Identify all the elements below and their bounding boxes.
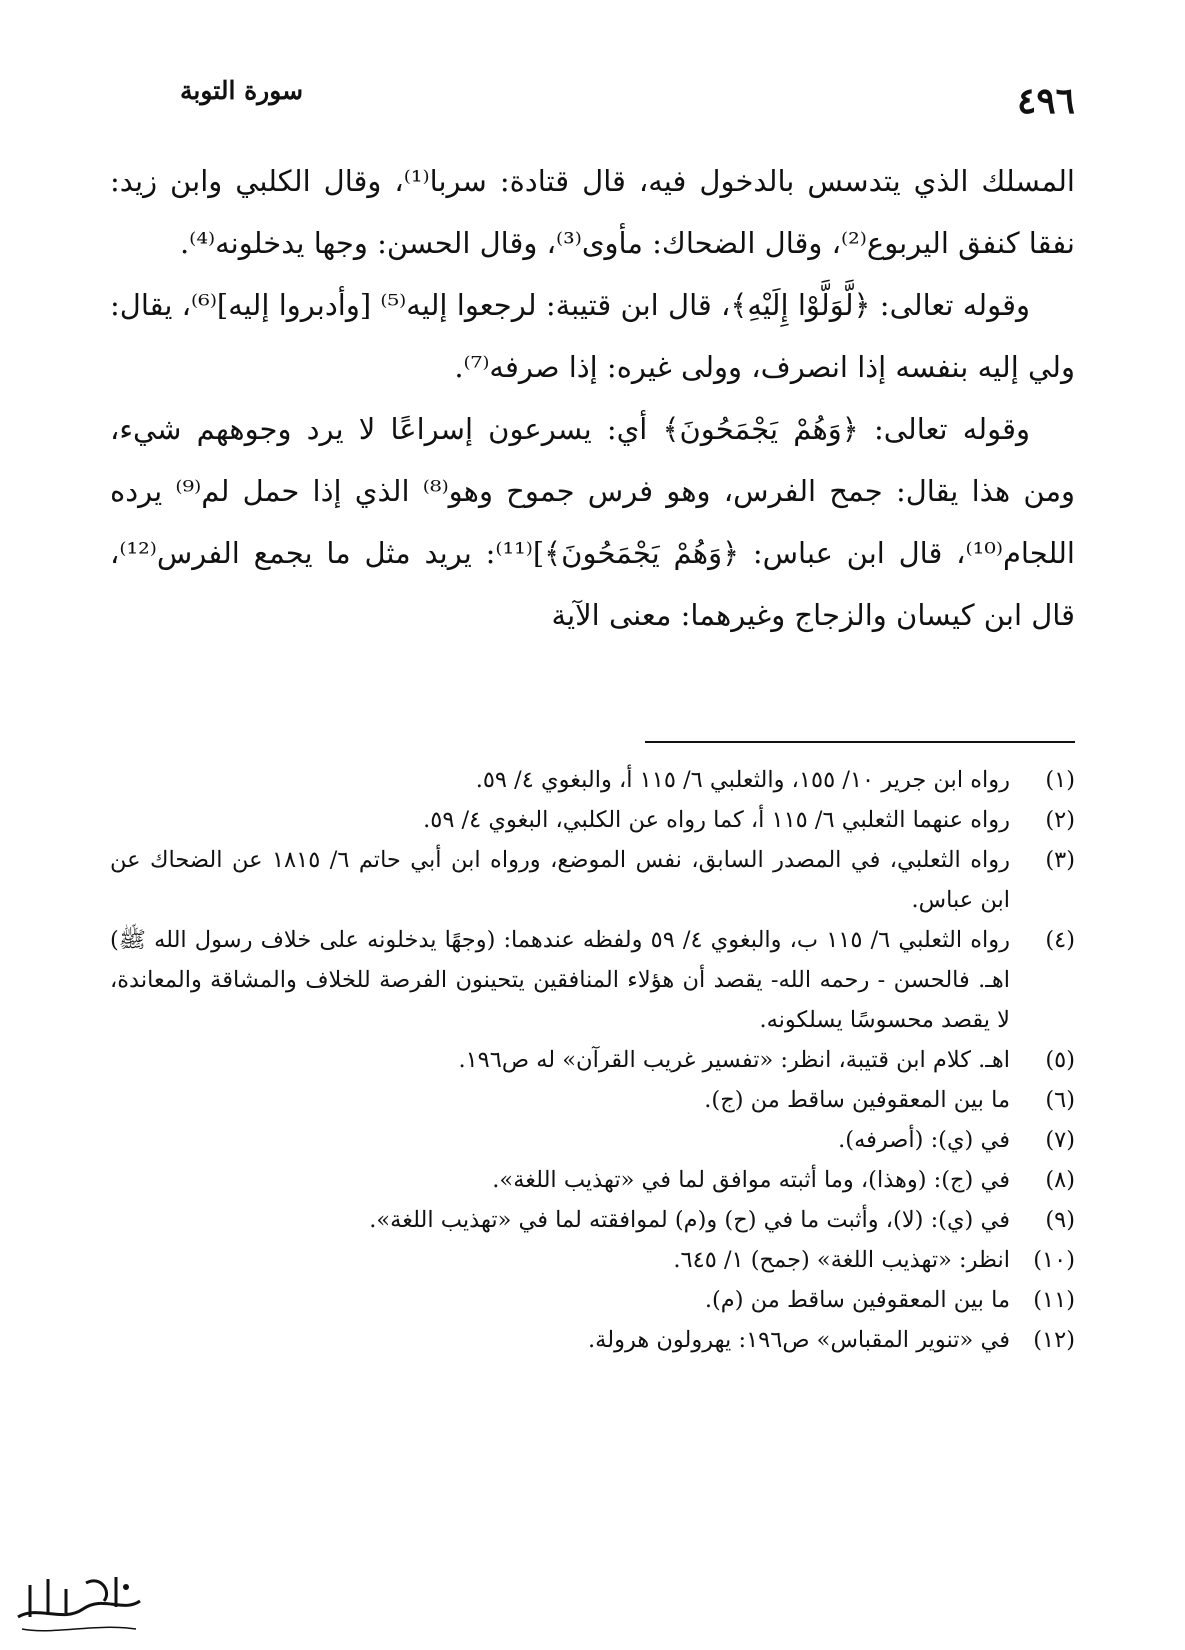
main-text [110,150,1075,646]
footnote-number: (١٠) [1033,1247,1075,1273]
paragraph: وقوله تعالى: ﴿لَّوَلَّوْا إِلَيْهِ﴾، قال ابن قتيبة: لرجعوا إليه⁽⁵⁾ [وأدبروا إليه]⁽⁶⁾، يقال: ولي إليه بنفسه إذا انصرف، وولى غيره: إذا صرفه⁽⁷⁾. [110,288,1075,384]
footnote-text: ما بين المعقوفين ساقط من (ج). [704,1087,1010,1113]
footnote [110,840,1075,920]
footnote-text: رواه عنهما الثعلبي ٦/ ١١٥ أ، كما رواه عن الكلبي، البغوي ٤/ ٥٩. [423,807,1010,833]
footnote-divider [645,741,1075,743]
footnote-number: (١١) [1033,1287,1075,1313]
footnote-text: في (ي): (لا)، وأثبت ما في (ح) و(م) لموافقته لما في «تهذيب اللغة». [369,1207,1010,1233]
footnote [110,1200,1075,1240]
footnote-text: في «تنوير المقباس» ص١٩٦: يهرولون هرولة. [588,1327,1010,1353]
paragraph: المسلك الذي يتدسس بالدخول فيه، قال قتادة: سربا⁽¹⁾، وقال الكلبي وابن زيد: نفقا كنفق اليربوع⁽²⁾، وقال الضحاك: مأوى⁽³⁾، وقال الحسن: وجها يدخلونه⁽⁴⁾. [110,164,1075,260]
footnote [110,760,1075,800]
surah-title: سورة التوبة [180,76,304,105]
footnotes [110,760,1075,1360]
footnote [110,1280,1075,1320]
footnote [110,1080,1075,1120]
footnote-number: (٣) [1045,847,1075,873]
footnote [110,800,1075,840]
footnote-text: رواه الثعلبي ٦/ ١١٥ ب، والبغوي ٤/ ٥٩ ولفظه عندهما: (وجهًا يدخلونه على خلاف رسول الله ﷺ) اهـ. فالحسن - رحمه الله- يقصد أن هؤلاء المنافقين يتحينون الفرصة للخلاف والمشاقة والمعاندة، لا يقصد محسوسًا يسلكونه. [110,927,1010,1033]
footnote-number: (١) [1045,767,1075,793]
footnote-number: (٩) [1045,1207,1075,1233]
page-header [110,58,1075,122]
footnote-text: رواه ابن جرير ١٠/ ١٥٥، والثعلبي ٦/ ١١٥ أ، والبغوي ٤/ ٥٩. [475,767,1010,793]
footnote-number: (٨) [1045,1167,1075,1193]
calligraphy-stamp-icon [8,1565,148,1640]
footnote [110,920,1075,1040]
footnote [110,1120,1075,1160]
footnote [110,1320,1075,1360]
footnote-number: (١٢) [1033,1327,1075,1353]
footnote-number: (٥) [1045,1047,1075,1073]
footnote-number: (٧) [1045,1127,1075,1153]
paragraph: وقوله تعالى: ﴿وَهُمْ يَجْمَحُونَ﴾ أي: يسرعون إسراعًا لا يرد وجوههم شيء، ومن هذا يقال: جمح الفرس، وهو فرس جموح وهو⁽⁸⁾ الذي إذا حمل لم⁽⁹⁾ يرده اللجام⁽¹⁰⁾، قال ابن عباس: ﴿وَهُمْ يَجْمَحُونَ﴾]⁽¹¹⁾: يريد مثل ما يجمع الفرس⁽¹²⁾، قال ابن كيسان والزجاج وغيرهما: معنى الآية [110,412,1075,632]
page-number: ٤٩٦ [1016,80,1075,122]
footnote-text: في (ج): (وهذا)، وما أثبته موافق لما في «تهذيب اللغة». [492,1167,1010,1193]
footnote [110,1240,1075,1280]
footnote-number: (٦) [1045,1087,1075,1113]
footnote-text: اهـ. كلام ابن قتيبة، انظر: «تفسير غريب القرآن» له ص١٩٦. [458,1047,1010,1073]
footnote-text: رواه الثعلبي، في المصدر السابق، نفس الموضع، ورواه ابن أبي حاتم ٦/ ١٨١٥ عن الضحاك عن ابن عباس. [110,847,1011,913]
footnote [110,1040,1075,1080]
footnote-text: انظر: «تهذيب اللغة» (جمح) ١/ ٦٤٥. [673,1247,1010,1273]
footnote-text: ما بين المعقوفين ساقط من (م). [704,1287,1010,1313]
footnote [110,1160,1075,1200]
footnote-number: (٢) [1045,807,1075,833]
footnote-text: في (ي): (أصرفه). [838,1127,1010,1153]
footnote-number: (٤) [1045,927,1075,953]
